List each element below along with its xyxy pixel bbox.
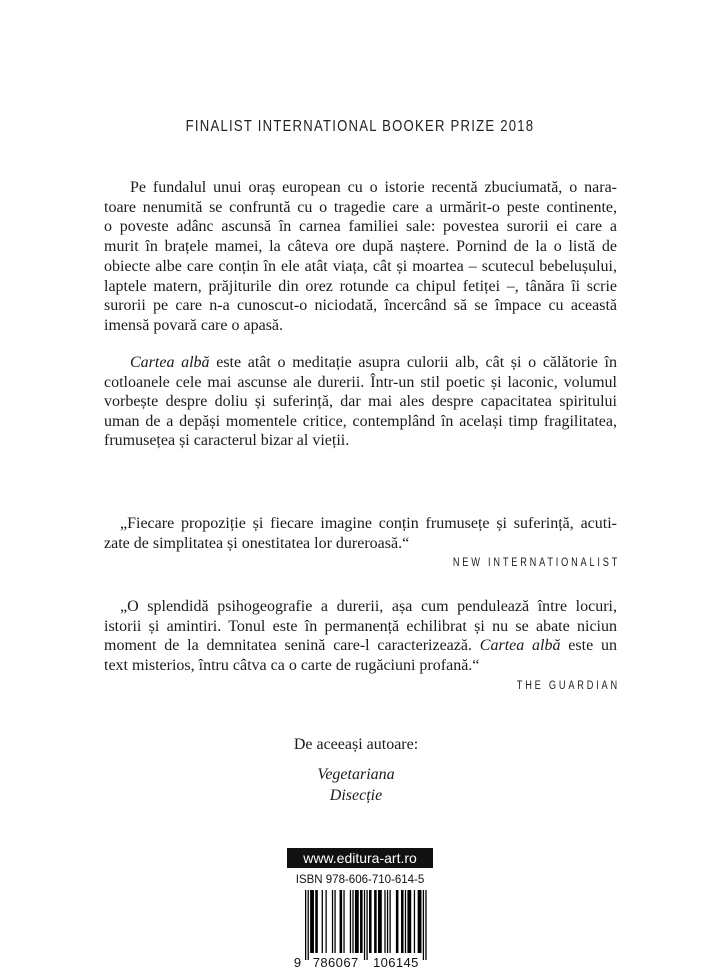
barcode-bar bbox=[374, 890, 377, 953]
paragraph-line: obiecte albe care conțin în ele atât viața, cât și moartea – scutecul bebelușului, bbox=[104, 257, 617, 275]
barcode-bar bbox=[384, 890, 385, 953]
other-books bbox=[256, 735, 456, 806]
book-title-italic: Cartea albă bbox=[130, 354, 210, 371]
isbn-label: ISBN 978-606-710-614-5 bbox=[295, 874, 425, 886]
other-books-list bbox=[256, 764, 456, 806]
barcode-bar bbox=[350, 890, 351, 953]
barcode-bar bbox=[325, 890, 326, 953]
barcode-bar bbox=[369, 890, 372, 953]
barcode-bar bbox=[360, 890, 363, 953]
barcode-bar bbox=[355, 890, 359, 953]
barcode-right-digits: 106145 bbox=[373, 955, 419, 970]
barcode bbox=[287, 888, 433, 972]
barcode-bar bbox=[405, 890, 406, 953]
review-line: istorii și amintiri. Tonul este în permanență echilibrat și nu se abate niciun bbox=[104, 617, 617, 635]
barcode-bar bbox=[322, 890, 323, 953]
barcode-bar bbox=[310, 890, 314, 953]
barcode-bar bbox=[389, 890, 390, 953]
review-quote-1 bbox=[104, 514, 617, 553]
synopsis-paragraph-1 bbox=[104, 178, 617, 336]
barcode-bar bbox=[315, 890, 318, 953]
review-text: moment de la demnitatea senină care-l caracterizează. bbox=[104, 637, 480, 655]
barcode-bar bbox=[364, 890, 365, 960]
barcode-bar bbox=[305, 890, 306, 960]
book-title: Disecție bbox=[329, 787, 383, 804]
barcode-lead-digit: 9 bbox=[293, 955, 302, 970]
synopsis-paragraph-2 bbox=[104, 353, 617, 451]
paragraph-line: Pe fundalul unui oraș european cu o istorie recentă zbuciumată, o nara- bbox=[130, 179, 617, 196]
paragraph-text: este atât o meditație asupra culorii alb, cât și o călătorie în bbox=[209, 354, 618, 371]
barcode-bar bbox=[425, 890, 426, 960]
barcode-bar bbox=[401, 890, 404, 953]
review-line bbox=[104, 636, 617, 656]
review-quote-2 bbox=[104, 597, 617, 676]
barcode-bar bbox=[340, 890, 343, 953]
paragraph-line: surorii pe care n-a cunoscut-o niciodată, încercând să se împace cu această bbox=[104, 297, 617, 315]
paragraph-line: vorbește despre doliu și suferință, dar mai ales despre capacitatea spiritului bbox=[104, 393, 617, 410]
paragraph-line bbox=[104, 353, 617, 373]
paragraph-line: frumusețea și caracterul bizar al vieții. bbox=[104, 432, 350, 449]
barcode-bar bbox=[334, 890, 335, 953]
review-line: text misterios, întru câtva ca o carte de rugăciuni profană.“ bbox=[104, 657, 480, 675]
barcode-bar bbox=[407, 890, 411, 953]
barcode-bar bbox=[387, 890, 388, 953]
review-line: „O splendidă psihogeografie a durerii, așa cum pendulează între locuri, bbox=[120, 598, 617, 615]
paragraph-line: cotloanele cele mai ascunse ale durerii. Într-un stil poetic și laconic, volumul bbox=[104, 373, 617, 391]
barcode-bar bbox=[378, 890, 382, 953]
barcode-bar bbox=[396, 890, 399, 953]
review-line: „Fiecare propoziție și fiecare imagine conțin frumusețe și suferință, acuti- bbox=[120, 515, 617, 532]
book-title-italic: Cartea albă bbox=[479, 637, 561, 655]
review-source: NEW INTERNATIONALIST bbox=[452, 557, 620, 569]
paragraph-line: toare nenumită se confruntă cu o tragedie care a urmărit-o peste continente, bbox=[104, 198, 617, 216]
barcode-bars bbox=[305, 890, 427, 960]
barcode-bar bbox=[414, 890, 415, 953]
other-books-heading: De aceeași autoare: bbox=[293, 736, 419, 753]
paragraph-line: laptele matern, prăjiturile din orez rotunde ca chipul fetiței –, tânăra îi scrie bbox=[104, 277, 617, 295]
barcode-bar bbox=[366, 890, 367, 960]
review-source: THE GUARDIAN bbox=[516, 680, 620, 692]
paragraph-line: o poveste adânc ascunsă în carnea familiei sale: povestea surorii ei care a bbox=[104, 218, 617, 236]
paragraph-line: uman de a depăși momentele critice, contemplând în același timp fragilitatea, bbox=[104, 412, 617, 430]
barcode-bar bbox=[418, 890, 422, 953]
barcode-bar bbox=[423, 890, 424, 960]
barcode-bar bbox=[343, 890, 344, 953]
award-banner: FINALIST INTERNATIONAL BOOKER PRIZE 2018 bbox=[185, 118, 535, 135]
barcode-bar bbox=[308, 890, 309, 960]
publisher-website: www.editura-art.ro bbox=[287, 848, 433, 868]
barcode-bar bbox=[352, 890, 353, 953]
barcode-bar bbox=[332, 890, 333, 953]
paragraph-line: murit în brațele mamei, la câteva ore după naștere. Pornind de la o listă de bbox=[104, 238, 617, 256]
review-line: zate de simplitatea și onestitatea lor dureroasă.“ bbox=[104, 534, 410, 552]
book-title: Vegetariana bbox=[317, 766, 395, 783]
paragraph-line: imensă povară care o apasă. bbox=[104, 316, 284, 334]
review-text: este un bbox=[560, 637, 617, 655]
barcode-left-digits: 786067 bbox=[312, 955, 359, 970]
